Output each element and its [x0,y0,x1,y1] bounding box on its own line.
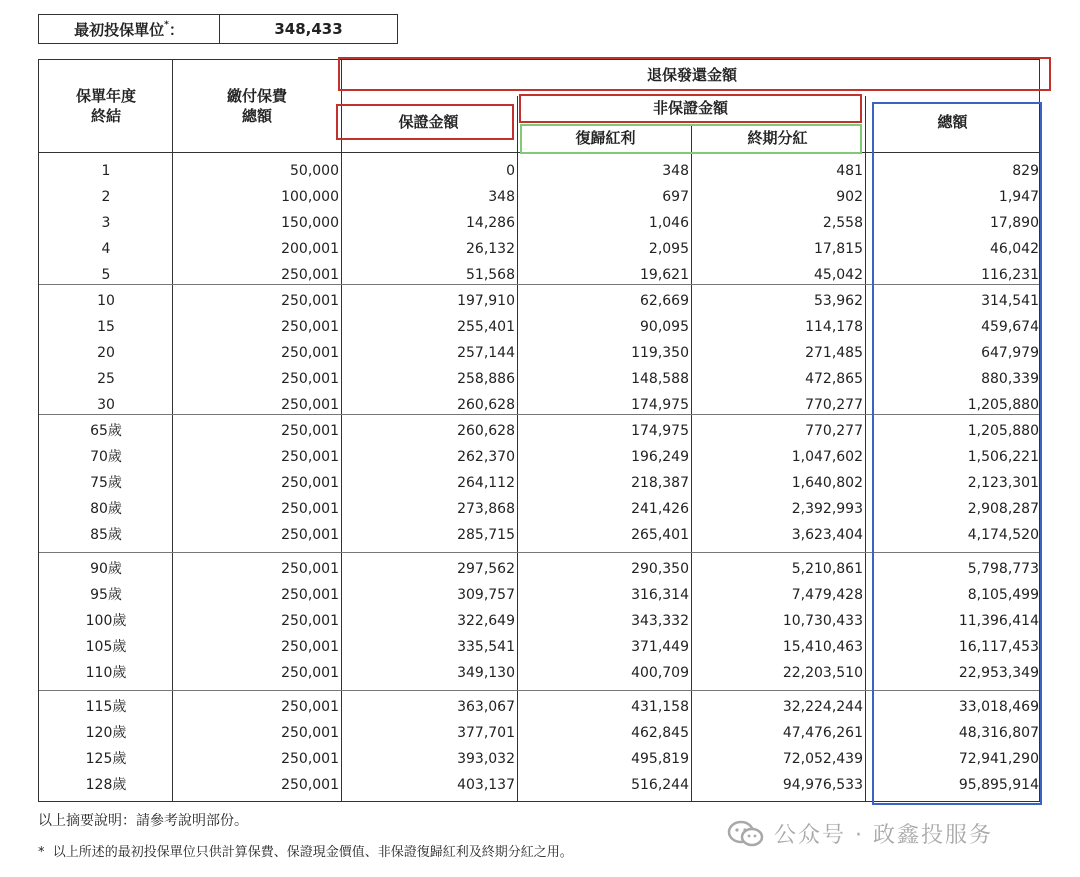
cell-total-premium: 250,001 [281,267,339,283]
cell-total: 5,798,773 [967,561,1039,577]
cell-guaranteed: 260,628 [457,423,515,439]
cell-reversionary-bonus: 174,975 [631,423,689,439]
header-total-premium: 繳付保費 總額 [226,87,287,125]
cell-guaranteed: 377,701 [457,725,515,741]
cell-policy-year: 128歲 [85,777,127,793]
cell-total-premium: 250,001 [281,345,339,361]
cell-terminal-bonus: 10,730,433 [782,613,863,629]
cell-total: 46,042 [990,241,1039,257]
cell-reversionary-bonus: 1,046 [648,215,689,231]
cell-terminal-bonus: 72,052,439 [782,751,863,767]
cell-reversionary-bonus: 495,819 [631,751,689,767]
cell-guaranteed: 262,370 [457,449,515,465]
cell-terminal-bonus: 32,224,244 [782,699,863,715]
header-non-guaranteed: 非保證金額 [652,99,728,117]
cell-total-premium: 250,001 [281,561,339,577]
header-policy-year: 保單年度 終結 [75,87,136,125]
cell-reversionary-bonus: 174,975 [631,397,689,413]
cell-guaranteed: 255,401 [457,319,515,335]
header-terminal-bonus: 終期分紅 [747,129,808,147]
cell-total: 829 [1012,163,1039,179]
cell-policy-year: 90歲 [90,561,122,577]
cell-reversionary-bonus: 119,350 [631,345,689,361]
cell-total: 2,908,287 [967,501,1039,517]
cell-guaranteed: 309,757 [457,587,515,603]
cell-guaranteed: 14,286 [466,215,515,231]
cell-policy-year: 2 [101,189,111,205]
cell-total-premium: 250,001 [281,527,339,543]
cell-reversionary-bonus: 90,095 [640,319,689,335]
cell-terminal-bonus: 22,203,510 [782,665,863,681]
watermark-text: 公众号 · 政鑫投服务 [774,823,993,848]
initial-units-marker: * [164,20,169,30]
cell-total: 16,117,453 [958,639,1039,655]
cell-terminal-bonus: 2,558 [822,215,863,231]
cell-guaranteed: 285,715 [457,527,515,543]
cell-total-premium: 250,001 [281,587,339,603]
cell-reversionary-bonus: 2,095 [648,241,689,257]
cell-policy-year: 4 [101,241,111,257]
cell-total: 459,674 [981,319,1039,335]
header-total: 總額 [937,113,968,131]
cell-total-premium: 250,001 [281,501,339,517]
cell-guaranteed: 363,067 [457,699,515,715]
cell-policy-year: 115歲 [85,699,127,715]
cell-total-premium: 250,001 [281,449,339,465]
cell-total-premium: 250,001 [281,725,339,741]
cell-guaranteed: 51,568 [466,267,515,283]
cell-total: 33,018,469 [958,699,1039,715]
cell-guaranteed: 264,112 [457,475,515,491]
initial-units-label-cell [39,15,220,43]
footnote [38,842,573,864]
cell-total-premium: 250,001 [281,777,339,793]
cell-reversionary-bonus: 516,244 [631,777,689,793]
cell-total-premium: 250,001 [281,293,339,309]
cell-total-premium: 250,001 [281,319,339,335]
notes [38,810,573,864]
cell-policy-year: 30 [97,397,115,413]
initial-units-value: 348,433 [274,20,343,38]
cell-reversionary-bonus: 316,314 [631,587,689,603]
cell-total-premium: 250,001 [281,699,339,715]
cell-terminal-bonus: 472,865 [805,371,863,387]
cell-guaranteed: 260,628 [457,397,515,413]
cell-total: 72,941,290 [958,751,1039,767]
cell-terminal-bonus: 7,479,428 [791,587,863,603]
cell-terminal-bonus: 2,392,993 [791,501,863,517]
cell-total-premium: 50,000 [290,163,339,179]
cell-total-premium: 250,001 [281,371,339,387]
cell-total-premium: 250,001 [281,751,339,767]
cell-terminal-bonus: 3,623,404 [791,527,863,543]
cell-reversionary-bonus: 371,449 [631,639,689,655]
cell-total-premium: 200,001 [281,241,339,257]
footnote-text: 以上所述的最初投保單位只供計算保費、保證現金價值、非保證復歸紅利及終期分紅之用。 [52,845,573,860]
cell-terminal-bonus: 94,976,533 [782,777,863,793]
cell-policy-year: 85歲 [90,527,122,543]
initial-units-colon: ： [168,20,184,39]
cell-policy-year: 3 [101,215,111,231]
cell-total: 17,890 [990,215,1039,231]
cell-terminal-bonus: 770,277 [805,423,863,439]
cell-total: 4,174,520 [967,527,1039,543]
cell-guaranteed: 26,132 [466,241,515,257]
cell-reversionary-bonus: 431,158 [631,699,689,715]
cell-total-premium: 250,001 [281,639,339,655]
cell-policy-year: 110歲 [85,665,127,681]
cell-terminal-bonus: 770,277 [805,397,863,413]
cell-guaranteed: 403,137 [457,777,515,793]
initial-units-box [38,14,398,44]
cell-terminal-bonus: 45,042 [814,267,863,283]
summary-note: 以上摘要說明：請參考說明部份。 [38,813,248,829]
cell-total: 8,105,499 [967,587,1039,603]
cell-guaranteed: 348 [488,189,515,205]
cell-reversionary-bonus: 196,249 [631,449,689,465]
benefit-table [38,59,1040,802]
cell-policy-year: 20 [97,345,115,361]
cell-policy-year: 65歲 [90,423,122,439]
cell-policy-year: 70歲 [90,449,122,465]
cell-guaranteed: 0 [506,163,515,179]
cell-total: 1,205,880 [967,397,1039,413]
cell-policy-year: 105歲 [85,639,127,655]
cell-total-premium: 250,001 [281,665,339,681]
cell-terminal-bonus: 271,485 [805,345,863,361]
cell-total: 2,123,301 [967,475,1039,491]
wechat-icon [726,820,766,848]
cell-reversionary-bonus: 462,845 [631,725,689,741]
cell-total-premium: 250,001 [281,423,339,439]
cell-terminal-bonus: 15,410,463 [782,639,863,655]
header-reversionary-bonus: 復歸紅利 [575,129,636,147]
cell-guaranteed: 297,562 [457,561,515,577]
header-guaranteed: 保證金額 [398,113,459,131]
cell-reversionary-bonus: 265,401 [631,527,689,543]
footnote-marker: * [38,845,45,860]
cell-policy-year: 95歲 [90,587,122,603]
cell-total-premium: 250,001 [281,475,339,491]
cell-terminal-bonus: 47,476,261 [782,725,863,741]
cell-guaranteed: 257,144 [457,345,515,361]
cell-total: 11,396,414 [958,613,1039,629]
initial-units-label: 最初投保單位 [74,20,165,39]
cell-reversionary-bonus: 697 [662,189,689,205]
cell-total-premium: 250,001 [281,397,339,413]
cell-terminal-bonus: 902 [836,189,863,205]
cell-guaranteed: 393,032 [457,751,515,767]
cell-terminal-bonus: 114,178 [805,319,863,335]
cell-policy-year: 10 [97,293,115,309]
cell-reversionary-bonus: 400,709 [631,665,689,681]
cell-total: 116,231 [981,267,1039,283]
cell-terminal-bonus: 481 [836,163,863,179]
cell-total: 1,947 [998,189,1039,205]
cell-reversionary-bonus: 218,387 [631,475,689,491]
cell-terminal-bonus: 5,210,861 [791,561,863,577]
cell-total: 880,339 [981,371,1039,387]
cell-total: 647,979 [981,345,1039,361]
cell-policy-year: 5 [101,267,111,283]
cell-total: 95,895,914 [958,777,1039,793]
cell-terminal-bonus: 17,815 [814,241,863,257]
cell-policy-year: 1 [101,163,111,179]
cell-guaranteed: 273,868 [457,501,515,517]
cell-policy-year: 80歲 [90,501,122,517]
cell-total: 48,316,807 [958,725,1039,741]
cell-total: 22,953,349 [958,665,1039,681]
cell-reversionary-bonus: 19,621 [640,267,689,283]
header-surrender-value: 退保發還金額 [646,66,737,84]
cell-total: 1,205,880 [967,423,1039,439]
cell-reversionary-bonus: 348 [662,163,689,179]
cell-total: 1,506,221 [967,449,1039,465]
cell-reversionary-bonus: 241,426 [631,501,689,517]
cell-terminal-bonus: 1,640,802 [791,475,863,491]
cell-total-premium: 100,000 [281,189,339,205]
cell-policy-year: 25 [97,371,115,387]
cell-total-premium: 150,000 [281,215,339,231]
cell-reversionary-bonus: 62,669 [640,293,689,309]
cell-policy-year: 125歲 [85,751,127,767]
cell-guaranteed: 349,130 [457,665,515,681]
watermark [726,818,993,849]
cell-reversionary-bonus: 148,588 [631,371,689,387]
cell-guaranteed: 335,541 [457,639,515,655]
cell-guaranteed: 258,886 [457,371,515,387]
cell-terminal-bonus: 53,962 [814,293,863,309]
cell-total: 314,541 [981,293,1039,309]
cell-reversionary-bonus: 290,350 [631,561,689,577]
cell-policy-year: 100歲 [85,613,127,629]
cell-reversionary-bonus: 343,332 [631,613,689,629]
cell-total-premium: 250,001 [281,613,339,629]
cell-policy-year: 75歲 [90,475,122,491]
cell-guaranteed: 322,649 [457,613,515,629]
cell-policy-year: 15 [97,319,115,335]
cell-policy-year: 120歲 [85,725,127,741]
cell-terminal-bonus: 1,047,602 [791,449,863,465]
cell-guaranteed: 197,910 [457,293,515,309]
